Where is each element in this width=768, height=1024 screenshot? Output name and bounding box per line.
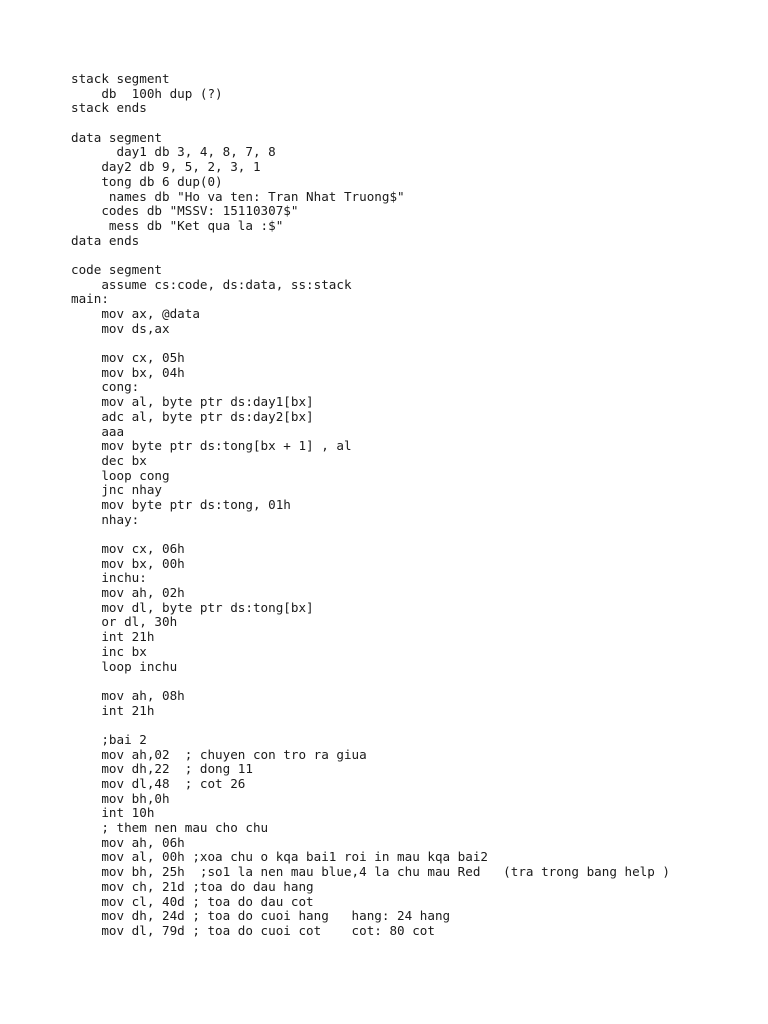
code-line: tong db 6 dup(0) [71,173,223,189]
code-line: data segment [71,129,162,145]
code-line: db 100h dup (?) [71,85,223,101]
code-line: ; them nen mau cho chu [71,820,269,836]
code-line: names db "Ho va ten: Tran Nhat Truong$" [71,188,405,204]
code-line: inc bx [71,643,147,659]
blank-line [71,336,751,351]
code-line: mov cx, 05h [71,350,185,366]
code-line: mov byte ptr ds:tong, 01h [71,496,291,512]
code-line: mov dl, byte ptr ds:tong[bx] [71,599,314,615]
code-line: data ends [71,232,140,248]
code-line: mov al, byte ptr ds:day1[bx] [71,394,314,410]
code-line: or dl, 30h [71,614,178,630]
code-line: nhay: [71,511,140,527]
code-line: mov ah, 02h [71,585,185,601]
code-line: mov bx, 04h [71,364,185,380]
code-line: mov ah, 08h [71,687,185,703]
code-line: mov byte ptr ds:tong[bx + 1] , al [71,438,352,454]
code-line: assume cs:code, ds:data, ss:stack [71,276,352,292]
code-line: mov cl, 40d ; toa do dau cot [71,893,314,909]
code-line: mov dh,22 ; dong 11 [71,761,253,777]
code-line: stack segment [71,71,170,86]
code-line: mess db "Ket qua la :$" [71,217,284,233]
code-line: inchu: [71,570,147,586]
code-line: day1 db 3, 4, 8, 7, 8 [71,144,276,160]
code-line: mov bx, 00h [71,555,185,571]
blank-line [71,674,751,689]
code-line: code segment [71,261,162,277]
code-line: stack ends [71,100,147,116]
code-line: ;bai 2 [71,731,147,747]
code-listing [71,72,751,939]
blank-line [71,248,751,263]
code-line: mov ds,ax [71,320,170,336]
code-line: mov ax, @data [71,306,200,321]
code-line: day2 db 9, 5, 2, 3, 1 [71,159,261,175]
blank-line [71,116,751,131]
code-line: cong: [71,379,140,395]
code-line: aaa [71,423,125,439]
blank-line [71,527,751,542]
code-line: int 10h [71,805,155,821]
code-line: adc al, byte ptr ds:day2[bx] [71,408,314,424]
code-line: mov dh, 24d ; toa do cuoi hang hang: 24 hang [71,908,451,924]
code-line: mov ah, 06h [71,834,185,850]
code-line: int 21h [71,702,155,718]
code-line: mov al, 00h ;xoa chu o kqa bai1 roi in mau kqa bai2 [71,849,489,865]
code-line: mov ch, 21d ;toa do dau hang [71,878,314,894]
code-line: mov ah,02 ; chuyen con tro ra giua [71,746,367,762]
code-line: mov dl,48 ; cot 26 [71,776,246,791]
code-line: codes db "MSSV: 15110307$" [71,203,299,219]
blank-line [71,718,751,733]
code-line: dec bx [71,452,147,468]
code-line: int 21h [71,629,155,645]
code-line: jnc nhay [71,482,162,498]
code-line: mov dl, 79d ; toa do cuoi cot cot: 80 cot [71,922,435,938]
code-line: mov bh,0h [71,790,170,806]
code-line: loop inchu [71,658,178,674]
code-line: loop cong [71,467,170,483]
code-line: mov cx, 06h [71,541,185,556]
code-line: mov bh, 25h ;so1 la nen mau blue,4 la chu mau Red (tra trong bang help ) [71,864,670,880]
code-line: main: [71,291,109,307]
